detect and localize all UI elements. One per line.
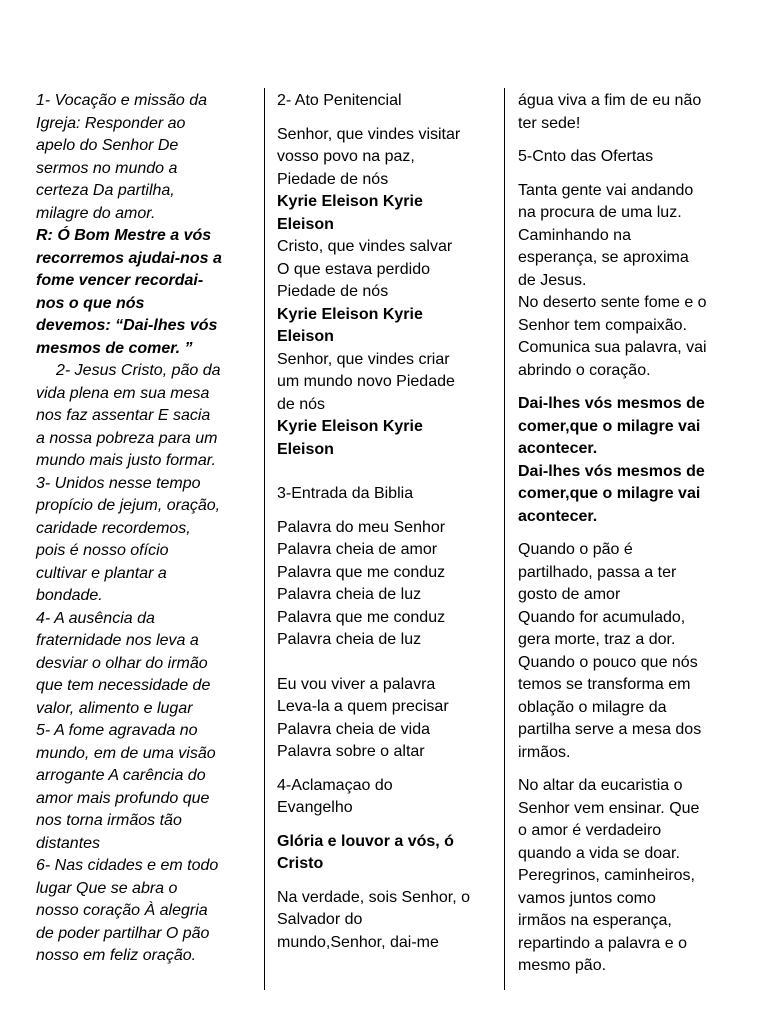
- column-middle: [277, 90, 503, 954]
- column-divider-2: [504, 88, 505, 990]
- hymn-verse-3: 3- Unidos nesse tempo propício de jejum, oração, caridade recordemos, pois é nosso ofício cultivar e plantar a bondade.: [36, 474, 221, 604]
- entrada-verse-1: Palavra do meu Senhor Palavra cheia de amor Palavra que me conduz Palavra cheia de luz Palavra que me conduz Palavra cheia de luz: [277, 518, 446, 648]
- section-heading-aclamacao: 4-Aclamaçao do Evangelho: [277, 776, 393, 816]
- aclamacao-verse-continued: água viva a fim de eu não ter sede!: [518, 92, 702, 132]
- entrada-verse-2: Eu vou viver a palavra Leva-la a quem precisar Palavra cheia de vida Palavra sobre o altar: [277, 675, 449, 760]
- section-heading-ofertas: 5-Cnto das Ofertas: [518, 148, 654, 165]
- hymn-verse-2: 2- Jesus Cristo, pão da vida plena em sua mesa nos faz assentar E sacia a nossa pobreza para um mundo mais justo formar.: [36, 362, 221, 469]
- hymn-verse-1: 1- Vocação e missão da Igreja: Responder ao apelo do Senhor De sermos no mundo a certeza Da partilha, milagre do amor.: [36, 92, 208, 222]
- section-heading-entrada-biblia: 3-Entrada da Biblia: [277, 485, 414, 502]
- ofertas-refrain: Dai-lhes vós mesmos de comer,que o milagre vai acontecer. Dai-lhes vós mesmos de comer,que o milagre vai acontecer.: [518, 395, 705, 525]
- column-right: [518, 90, 740, 978]
- ato-verse-2: Cristo, que vindes salvar O que estava perdido Piedade de nós: [277, 238, 453, 300]
- column-left: [36, 90, 256, 968]
- ofertas-verse-3: No altar da eucaristia o Senhor vem ensinar. Que o amor é verdadeiro quando a vida se doar. Peregrinos, caminheiros, vamos juntos como irmãos na esperança, repartindo a palavra e o mesmo pão.: [518, 777, 700, 974]
- hymn-verse-4: 4- A ausência da fraternidade nos leva a desviar o olhar do irmão que tem necessidade de valor, alimento e lugar: [36, 609, 211, 717]
- ofertas-verse-2: Quando o pão é partilhado, passa a ter gosto de amor Quando for acumulado, gera morte, traz a dor. Quando o pouco que nós temos se transforma em oblação o milagre da partilha serve a mesa dos irmãos.: [518, 541, 702, 761]
- kyrie-response-2: Kyrie Eleison Kyrie Eleison: [277, 305, 423, 345]
- hymn-verse-5: 5- A fome agravada no mundo, em de uma visão arrogante A carência do amor mais profundo que nos torna irmãos tão distantes: [36, 722, 216, 852]
- section-heading-ato-penitencial: 2- Ato Penitencial: [277, 92, 402, 109]
- hymn-verse-6: 6- Nas cidades e em todo lugar Que se abra o nosso coração À alegria de poder partilhar O pão nosso em feliz oração.: [36, 857, 219, 964]
- kyrie-response-1: Kyrie Eleison Kyrie Eleison: [277, 193, 423, 233]
- ofertas-verse-1: Tanta gente vai andando na procura de uma luz. Caminhando na esperança, se aproxima de Jesus. No deserto sente fome e o Senhor tem compaixão. Comunica sua palavra, vai abrindo o coração.: [518, 181, 707, 379]
- kyrie-response-3: Kyrie Eleison Kyrie Eleison: [277, 418, 423, 458]
- ato-verse-3: Senhor, que vindes criar um mundo novo Piedade de nós: [277, 350, 455, 413]
- aclamacao-response: Glória e louvor a vós, ó Cristo: [277, 832, 454, 872]
- ato-verse-1: Senhor, que vindes visitar vosso povo na paz, Piedade de nós: [277, 125, 461, 188]
- hymn-refrain: R: Ó Bom Mestre a vós recorremos ajudai-nos a fome vencer recordai- nos o que nós devemos: “Dai-lhes vós mesmos de comer. ”: [36, 227, 222, 357]
- aclamacao-verse: Na verdade, sois Senhor, o Salvador do mundo,Senhor, dai-me: [277, 888, 471, 951]
- column-divider-1: [264, 88, 265, 990]
